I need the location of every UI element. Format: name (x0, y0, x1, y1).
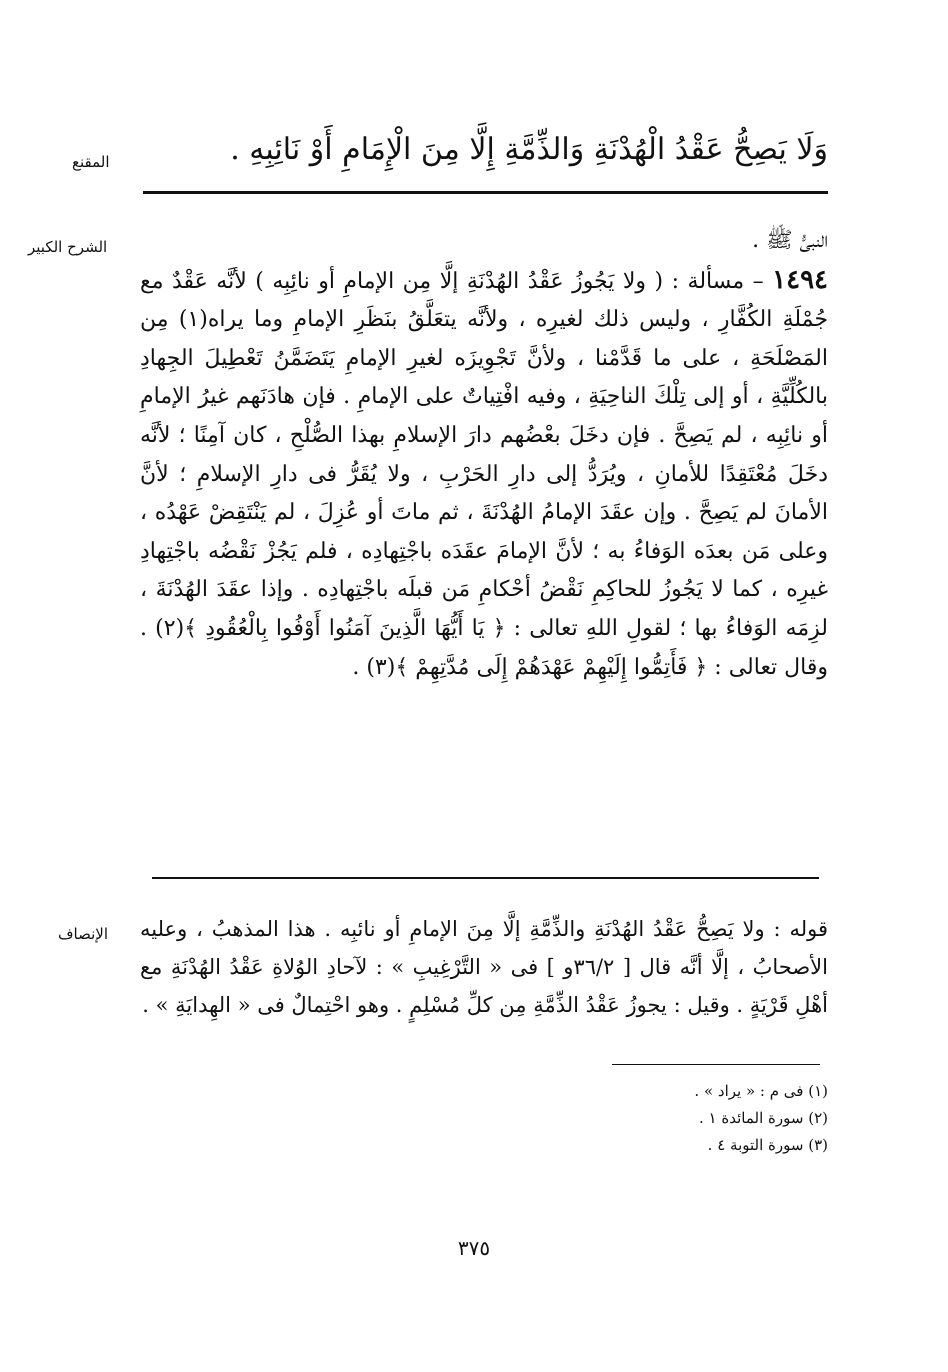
issue-number: ١٤٩٤ (772, 264, 828, 295)
matn-divider (143, 191, 828, 194)
footnote-3: (٣) سورة التوبة ٤ . (707, 1136, 828, 1154)
matn-text: وَلَا يَصِحُّ عَقْدُ الْهُدْنَةِ وَالذِّمَّةِ إِلَّا مِنَ الْإِمَامِ أَوْ نَائِبِهِ . (230, 132, 828, 167)
footnote-2: (٢) سورة المائدة ١ . (699, 1109, 828, 1127)
insaf-text: قوله : ولا يَصِحُّ عَقْدُ الهُدْنَةِ والذِّمَّةِ إلَّا مِنَ الإمامِ أو نائبِه . هذا المذهبُ ، وعليه الأصحابُ ، إلَّا أنَّه قال [ ٣٦/٢و ] فى « التَّرْغِيبِ » : لآحادِ الوُلاةِ عَقْدُ الهُدْنَةِ مع أهْلِ قَرْيَةٍ . وقيل : يجوزُ عَقْدُ الذِّمَّةِ مِن كلِّ مُسْلِمٍ . وهو احْتِمالٌ فى « الهِدايَةِ » . (140, 917, 828, 1017)
margin-label-insaf: الإنصاف (58, 925, 109, 943)
sharh-paragraph (140, 261, 828, 688)
margin-label-muqni: المقنع (72, 153, 110, 171)
sharh-body: – مسألة : ( ولا يَجُوزُ عَقْدُ الهُدْنَةِ إلَّا مِن الإمامِ أو نائِبِه ) لأنَّه عَقْدٌ مع جُمْلَةِ الكُفَّارِ ، وليس ذلك لغيرِه ، ولأنَّه يتعَلَّقُ بنَظَرِ الإمامِ وما يراه(١) مِن المَصْلَحَةِ ، على ما قَدَّمْنا ، ولأنَّ تَجْوِيزَه لغيرِ الإمامِ يَتَضَمَّنُ تَعْطِيلَ الجِهادِ بالكُلِّيَّةِ ، أو إلى تِلْكَ الناحِيَةِ ، وفيه افْتِياتٌ على الإمامِ . فإن هادَنَهم غيرُ الإمامِ أو نائِبِه ، لم يَصِحَّ . فإن دخَلَ بعْضُهم دارَ الإسلامِ بهذا الصُّلْحِ ، كان آمِنًا ؛ لأنَّه دخَلَ مُعْتَقِدًا للأمانِ ، ويُرَدُّ إلى دارِ الحَرْبِ ، ولا يُقَرُّ فى دارِ الإسلامِ ؛ لأنَّ الأمانَ لم يَصِحَّ . وإن عقَدَ الإمامُ الهُدْنَةَ ، ثم ماتَ أو عُزِلَ ، لم يَنْتَقِضْ عَهْدُه ، وعلى مَن بعدَه الوَفاءُ به ؛ لأنَّ الإمامَ عقَدَه باجْتِهادِه ، فلم يَجُزْ نَقْضُه باجْتِهادِ غيرِه ، كما لا يَجُوزُ للحاكِمِ نَقْضُ أحْكامِ مَن قبلَه باجْتِهادِه . وإذا عقَدَ الهُدْنَةَ ، لزِمَه الوَفاءُ بها ؛ لقولِ اللهِ تعالى : ﴿ يَا أَيُّهَا الَّذِينَ آمَنُوا أَوْفُوا بِالْعُقُودِ ﴾(٢) . وقال تعالى : ﴿ فَأَتِمُّوا إِلَيْهِمْ عَهْدَهُمْ إِلَى مُدَّتِهِمْ ﴾(٣) . (140, 268, 829, 680)
sharh-opening: النبىُّ ﷺ . (752, 228, 828, 253)
sharh-divider (152, 877, 819, 879)
footnote-divider (612, 1064, 820, 1065)
margin-label-sharh-kabir: الشرح الكبير (28, 238, 108, 256)
insaf-section (140, 910, 828, 1024)
sharh-section (140, 222, 828, 687)
footnote-1: (١) فى م : « يراد » . (694, 1082, 828, 1100)
footnotes (428, 1078, 828, 1159)
page-number: ٣٧٥ (457, 1236, 491, 1260)
